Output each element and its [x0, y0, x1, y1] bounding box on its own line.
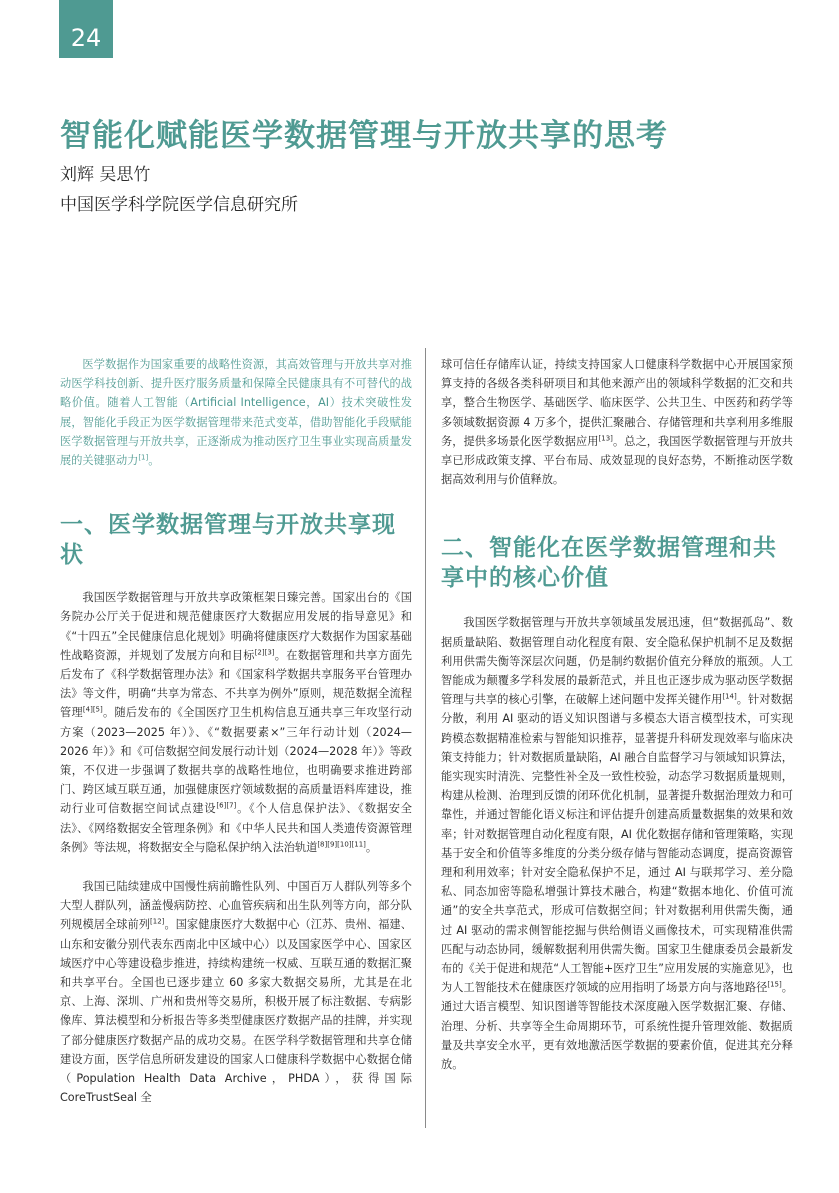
citation-ref: [4][5]: [82, 705, 103, 714]
citation-ref: [1]: [138, 453, 149, 462]
section1-paragraph-2-continued: 球可信任存储库认证，持续支持国家人口健康科学数据中心开展国家预算支持的各级各类科研项目和其他来源产出的领域科学数据的汇交和共享，整合生物医学、基础医学、临床医学、公共卫生、中医药和药学等多领域数据资源 4 万多个，提供汇聚融合、存储管理和共享利用多维服务，提供多场景化医学数据应用[13]。总之，我国医学数据管理与开放共享已形成政策支撑、平台布局、成效显现的良好态势，不断推动医学数据高效利用与价值释放。: [441, 358, 793, 487]
citation-ref: [8][9][10][11]: [317, 840, 366, 849]
section-heading-2: 二、智能化在医学数据管理和共享中的核心价值: [441, 535, 777, 592]
article-title: 智能化赋能医学数据管理与开放共享的思考: [60, 118, 668, 154]
citation-ref: [15]: [767, 980, 782, 989]
citation-ref: [13]: [598, 434, 613, 443]
left-column: [60, 355, 412, 1108]
citation-ref: [12]: [150, 917, 165, 926]
section2-paragraph-1: 我国医学数据管理与开放共享领域虽发展迅速，但“数据孤岛”、数据质量缺陷、数据管理自动化程度有限、安全隐私保护机制不足及数据利用供需失衡等深层次问题，仍是制约数据价值充分释放的瓶颈。人工智能成为颠覆多学科发展的最新范式，并且也正逐步成为驱动医学数据管理与共享的核心引擎，在破解上述问题中发挥关键作用[14]。针对数据分散，利用 AI 驱动的语义知识图谱与多模态大语言模型技术，可实现跨模态数据精准检索与智能知识推荐，显著提升科研发现效率与临床决策支持能力；针对数据质量缺陷，AI 融合自监督学习与领域知识算法，能实现实时清洗、完整性补全及一致性校验，动态学习数据质量规则，构建从检测、治理到反馈的闭环优化机制，显著提升数据治理效力和可靠性，并通过智能化语义标注和评估提升创建高质量数据集的效果和效率；针对数据管理自动化程度有限，AI 优化数据存储和管理策略，实现基于安全和价值等多维度的分类分级存储与智能动态调度，提高资源管理和利用效率；针对安全隐私保护不足，通过 AI 与联邦学习、差分隐私、同态加密等隐私增强计算技术融合，构建“数据本地化、价值可流通”的安全共享范式，形成可信数据空间；针对数据利用供需失衡，通过 AI 驱动的需求侧智能挖掘与供给侧语义画像技术，可实现精准供需匹配与动态协同，缓解数据利用供需失衡。国家卫生健康委员会最新发布的《关于促进和规范“人工智能+医疗卫生”应用发展的实施意见》，也为人工智能技术在健康医疗领域的应用指明了场景方向与落地路径[15]。通过大语言模型、知识图谱等智能技术深度融入医学数据汇聚、存储、治理、分析、共享等全生命周期环节，可系统性提升管理效能、数据质量及共享安全水平，更有效地激活医学数据的要素价值，促进其充分释放。: [441, 616, 793, 1072]
page-number: 24: [70, 24, 102, 52]
citation-ref: [6][7]: [216, 801, 237, 810]
section1-paragraph-1: 我国医学数据管理与开放共享政策框架日臻完善。国家出台的《国务院办公厅关于促进和规范健康医疗大数据应用发展的指导意见》和《“十四五”全民健康信息化规划》明确将健康医疗大数据作为国家基础性战略资源，并规划了发展方向和目标[2][3]。在数据管理和共享方面先后发布了《科学数据管理办法》和《国家科学数据共享服务平台管理办法》等文件，明确“共享为常态、不共享为例外”原则，规范数据全流程管理[4][5]。随后发布的《全国医疗卫生机构信息互通共享三年攻坚行动方案（2023—2025 年）》、《“数据要素×”三年行动计划（2024—2026 年）》和《可信数据空间发展行动计划（2024—2028 年）》等政策，不仅进一步强调了数据共享的战略性地位，也明确要求推进跨部门、跨区域互联互通，加强健康医疗领域数据的高质量语料库建设，推动行业可信数据空间试点建设[6][7]。《个人信息保护法》、《数据安全法》、《网络数据安全管理条例》和《中华人民共和国人类遗传资源管理条例》等法规，将数据安全与隐私保护纳入法治轨道[8][9][10][11]。: [60, 591, 412, 854]
column-divider: [425, 348, 426, 1128]
section1-paragraph-2: 我国已陆续建成中国慢性病前瞻性队列、中国百万人群队列等多个大型人群队列，涵盖慢病防控、心血管疾病和出生队列等方向，部分队列规模居全球前列[12]。国家健康医疗大数据中心（江苏、贵州、福建、山东和安徽分别代表东西南北中区域中心）以及国家医学中心、国家区域医疗中心等建设稳步推进，持续构建统一权威、互联互通的数据汇聚和共享平台。全国也已逐步建立 60 多家大数据交易所，尤其是在北京、上海、深圳、广州和贵州等交易所，积极开展了标注数据、专病影像库、算法模型和分析报告等多类型健康医疗数据产品的挂牌，并实现了部分健康医疗数据产品的成功交易。在医学科学数据管理和共享仓储建设方面，医学信息所研发建设的国家人口健康科学数据中心数据仓储（Population Health Data Archive，PHDA），获得国际 CoreTrustSeal 全: [60, 880, 412, 1105]
citation-ref: [14]: [722, 692, 737, 701]
citation-ref: [2][3]: [254, 648, 275, 657]
affiliation: 中国医学科学院医学信息研究所: [60, 195, 298, 215]
abstract: 医学数据作为国家重要的战略性资源，其高效管理与开放共享对推动医学科技创新、提升医疗服务质量和保障全民健康具有不可替代的战略价值。随着人工智能（Artificial Intelligence，AI）技术突破性发展，智能化手段正为医学数据管理带来范式变革，借助智能化手段赋能医学数据管理与开放共享，正逐渐成为推动医疗卫生事业实现高质量发展的关键驱动力[1]。: [60, 358, 412, 468]
page-number-badge: [59, 0, 113, 58]
authors: 刘辉 吴思竹: [60, 165, 151, 185]
right-column: [441, 355, 793, 1074]
section-heading-1: 一、医学数据管理与开放共享现状: [60, 512, 396, 569]
